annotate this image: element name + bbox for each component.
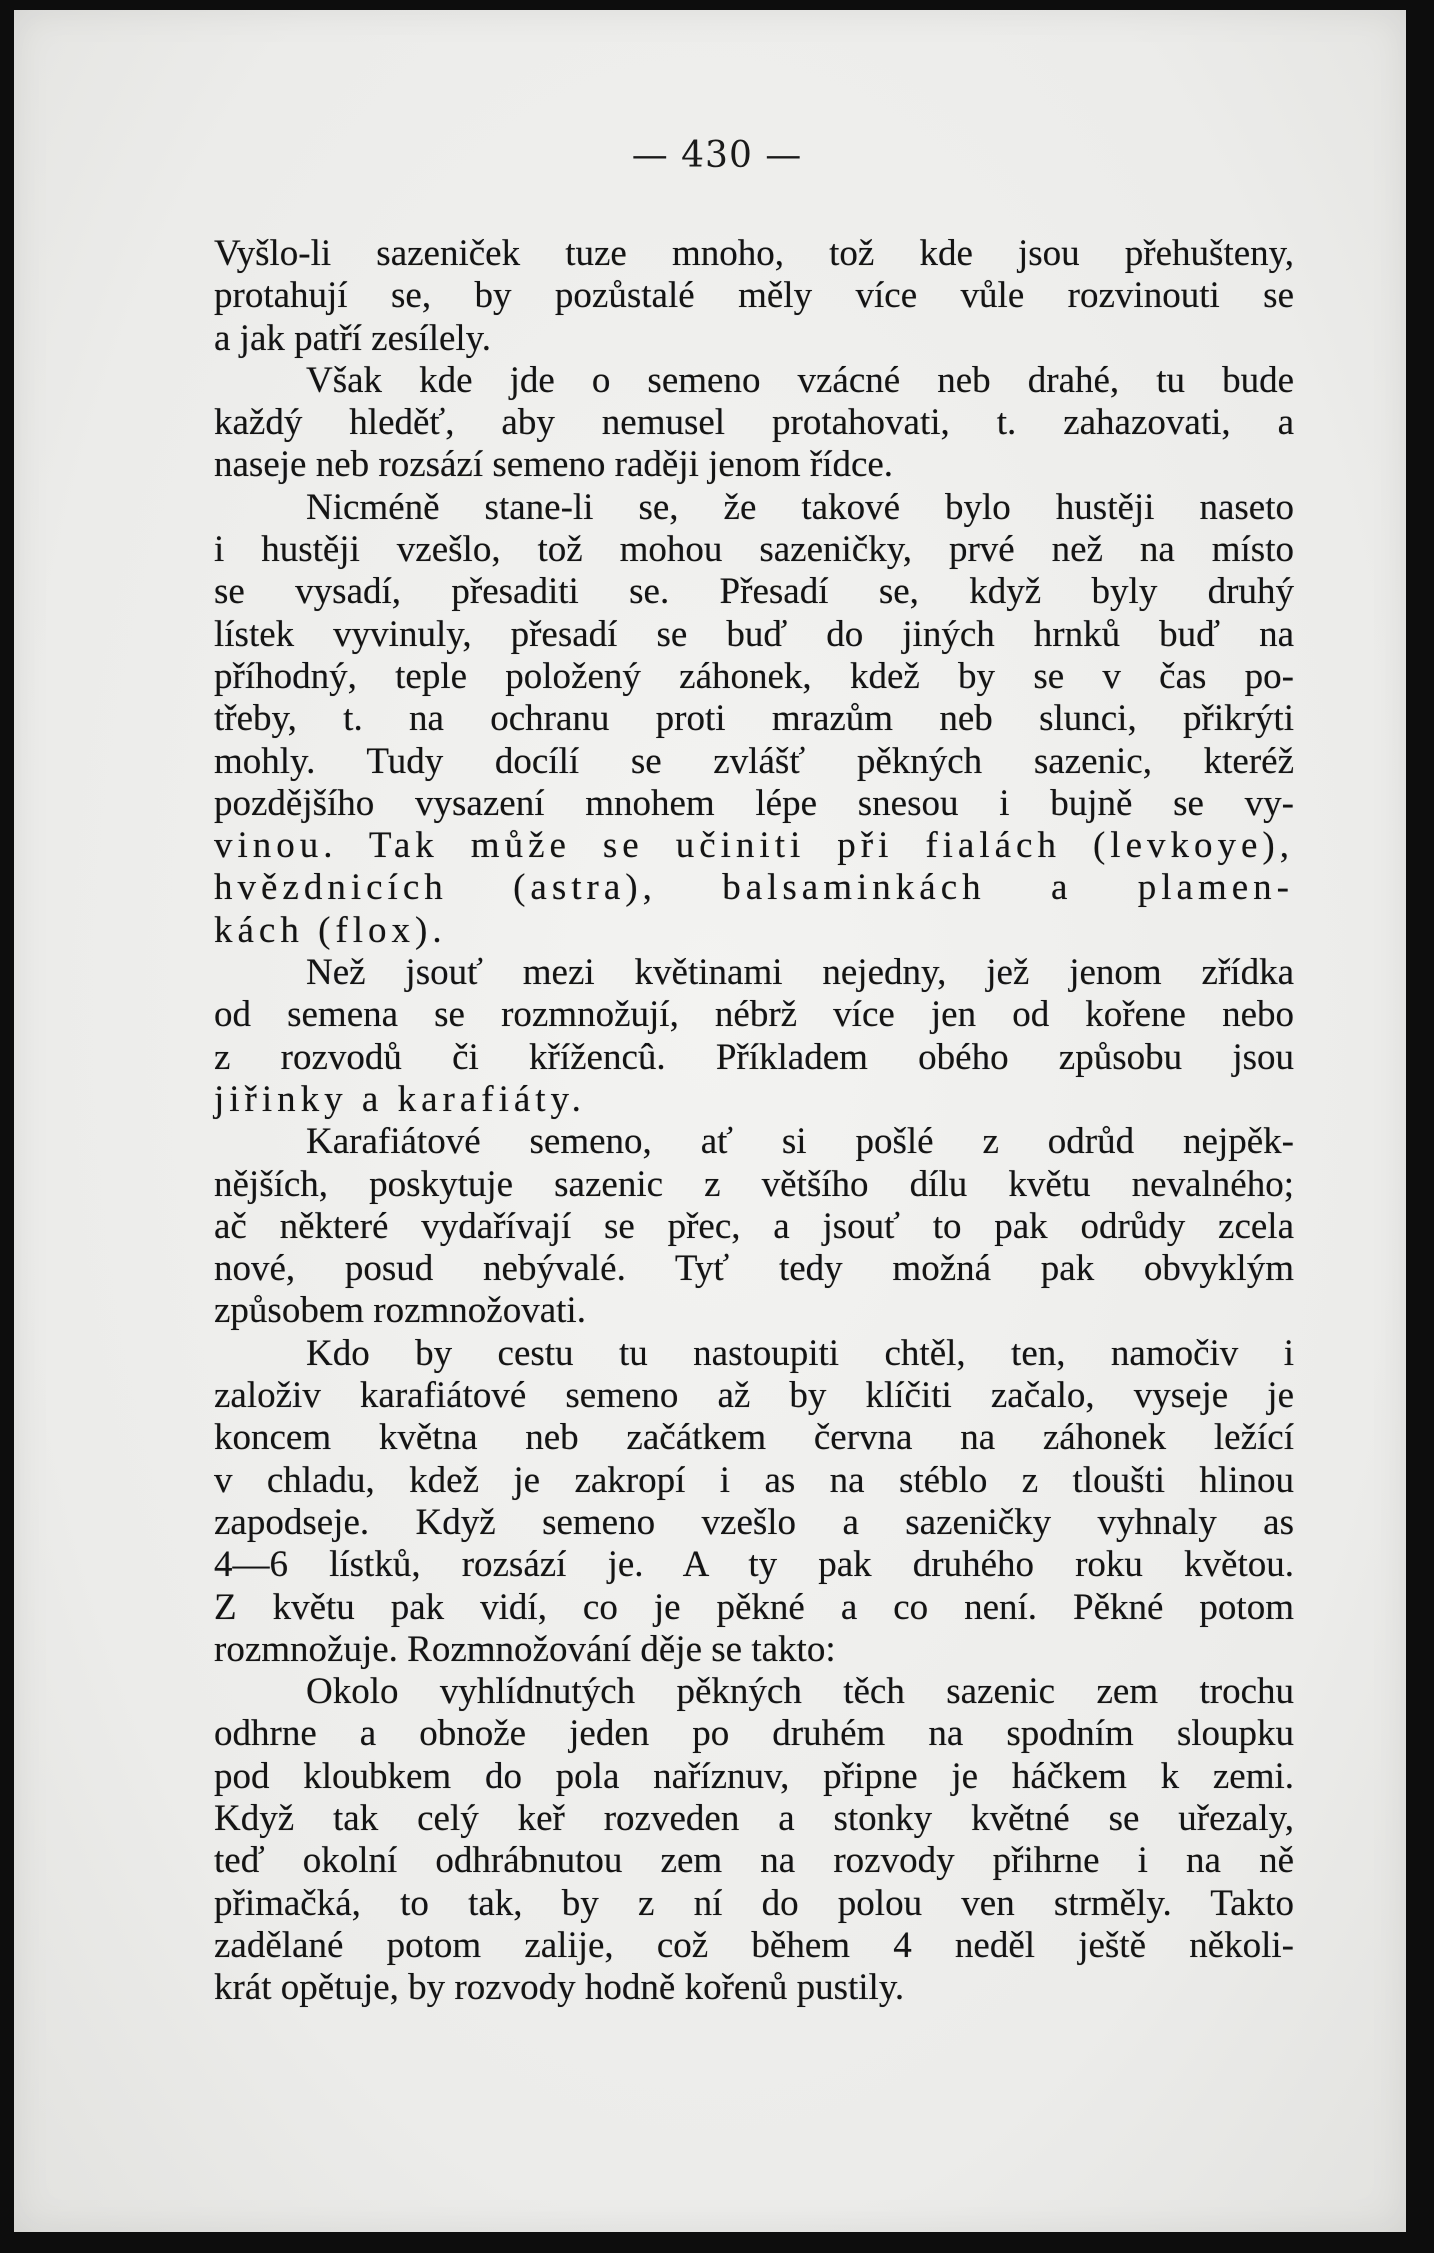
text-line: se vysadí, přesaditi se. Přesadí se, když byly druhý <box>214 571 1294 613</box>
text-line: nové, posud nebývalé. Tyť tedy možná pak obvyklým <box>214 1248 1294 1290</box>
text-line: způsobem rozmnožovati. <box>214 1290 586 1332</box>
body-text <box>214 233 1294 2009</box>
text-line: nějších, poskytuje sazenic z většího dílu květu nevalného; <box>214 1163 1294 1205</box>
text-line: i hustěji vzešlo, tož mohou sazeničky, prvé než na místo <box>214 529 1294 571</box>
text-line: jiřinky a karafiáty. <box>214 1078 586 1120</box>
text-line: naseje neb rozsází semeno raději jenom řídce. <box>214 444 894 486</box>
text-line: Když tak celý keř rozveden a stonky květné se uřezaly, <box>214 1797 1294 1839</box>
text-line: vinou. Tak může se učiniti při fialách (levkoye), <box>214 825 1294 867</box>
text-line: lístek vyvinuly, přesadí se buď do jiných hrnků buď na <box>214 613 1294 655</box>
text-line: Z květu pak vidí, co je pěkné a co není. Pěkné potom <box>214 1586 1294 1628</box>
text-line: Karafiátové semeno, ať si pošlé z odrůd nejpěk- <box>306 1121 1294 1163</box>
text-line: příhodný, teple položený záhonek, kdež by se v čas po- <box>214 655 1294 697</box>
text-line: přimačká, to tak, by z ní do polou ven strměly. Takto <box>214 1882 1294 1924</box>
text-line: odhrne a obnože jeden po druhém na spodním sloupku <box>214 1713 1294 1755</box>
text-line: Okolo vyhlídnutých pěkných těch sazenic zem trochu <box>306 1671 1294 1713</box>
text-line: kách (flox). <box>214 909 447 951</box>
text-line: Nicméně stane-li se, že takové bylo hustěji naseto <box>306 486 1294 528</box>
text-line: z rozvodů či křížencû. Příkladem obého způsobu jsou <box>214 1036 1294 1078</box>
text-line: krát opětuje, by rozvody hodně kořenů pustily. <box>214 1967 905 2009</box>
text-line: ač některé vydařívají se přec, a jsouť to pak odrůdy zcela <box>214 1205 1294 1247</box>
text-line: Kdo by cestu tu nastoupiti chtěl, ten, namočiv i <box>306 1332 1294 1374</box>
text-line: každý hleděť, aby nemusel protahovati, t. zahazovati, a <box>214 402 1294 444</box>
text-line: protahují se, by pozůstalé měly více vůle rozvinouti se <box>214 275 1294 317</box>
text-line: pozdějšího vysazení mnohem lépe snesou i bujně se vy- <box>214 782 1294 824</box>
text-line: teď okolní odhrábnutou zem na rozvody přihrne i na ně <box>214 1840 1294 1882</box>
text-line: Vyšlo-li sazeniček tuze mnoho, tož kde jsou přehušteny, <box>214 233 1294 274</box>
text-line: založiv karafiátové semeno až by klíčiti začalo, vyseje je <box>214 1375 1294 1417</box>
text-line: a jak patří zesílely. <box>214 317 492 359</box>
text-line: od semena se rozmnožují, nébrž více jen od kořene nebo <box>214 994 1294 1036</box>
page-number: — 430 — <box>631 135 803 176</box>
text-line: třeby, t. na ochranu proti mrazům neb slunci, přikrýti <box>214 698 1294 740</box>
text-line: mohly. Tudy docílí se zvlášť pěkných sazenic, kteréž <box>214 740 1294 782</box>
text-line: rozmnožuje. Rozmnožování děje se takto: <box>214 1628 836 1670</box>
text-line: v chladu, kdež je zakropí i as na stéblo z tloušti hlinou <box>214 1459 1294 1501</box>
text-line: 4—6 lístků, rozsází je. A ty pak druhého roku květou. <box>214 1544 1294 1586</box>
text-line: hvězdnicích (astra), balsaminkách a plamen- <box>214 867 1294 909</box>
text-line: koncem května neb začátkem června na záhonek ležící <box>214 1417 1294 1459</box>
text-line: Však kde jde o semeno vzácné neb drahé, tu bude <box>306 359 1294 401</box>
text-line: Než jsouť mezi květinami nejedny, jež jenom zřídka <box>306 952 1294 994</box>
text-line: zapodseje. Když semeno vzešlo a sazeničky vyhnaly as <box>214 1501 1294 1543</box>
text-line: zadělané potom zalije, což během 4 neděl ještě několi- <box>214 1924 1294 1966</box>
text-line: pod kloubkem do pola naříznuv, připne je háčkem k zemi. <box>214 1755 1294 1797</box>
